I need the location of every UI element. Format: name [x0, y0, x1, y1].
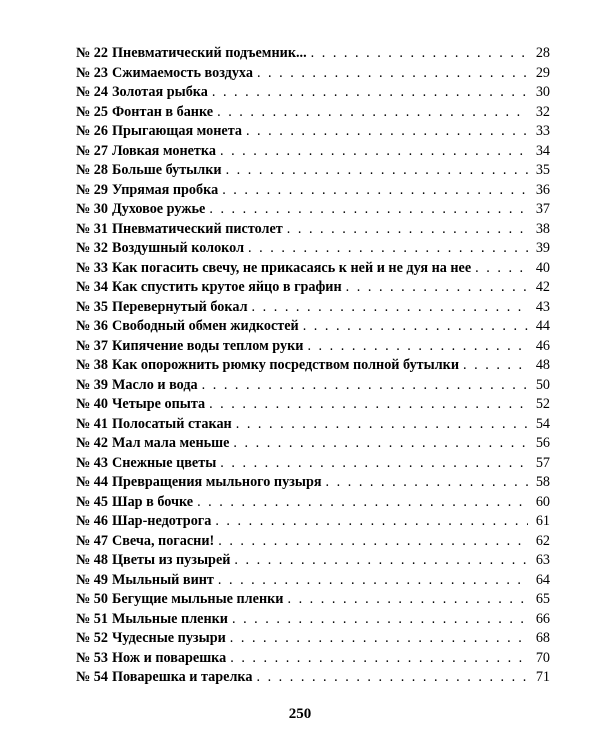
toc-entry-title: Мыльный винт: [112, 571, 214, 588]
toc-dot-leader: [218, 571, 528, 591]
toc-entry: [76, 259, 550, 279]
toc-entry-title: Перевернутый бокал: [112, 298, 248, 315]
toc-entry: [76, 44, 550, 64]
toc-entry: [76, 473, 550, 493]
toc-entry: [76, 551, 550, 571]
toc-dot-leader: [307, 337, 528, 357]
toc-dot-leader: [212, 83, 528, 103]
toc-entry-title: Как спустить крутое яйцо в графин: [112, 279, 342, 295]
toc-entry: [76, 142, 550, 162]
toc-dot-leader: [246, 122, 528, 142]
toc-entry-page: 68: [535, 630, 550, 646]
toc-dot-leader: [252, 298, 528, 318]
toc-entry-page: 32: [535, 103, 550, 120]
toc-entry-number: № 44: [76, 474, 108, 490]
toc-entry: [76, 298, 550, 318]
toc-entry-page: 50: [535, 376, 550, 393]
toc-entry-title: Свободный обмен жидкостей: [112, 318, 299, 334]
toc-entry-number: № 49: [76, 571, 108, 588]
toc-entry-page: 62: [535, 532, 550, 549]
toc-dot-leader: [233, 434, 528, 454]
toc-entry-number: № 35: [76, 298, 108, 315]
toc-dot-leader: [197, 493, 528, 513]
toc-entry-page: 66: [535, 610, 550, 627]
toc-dot-leader: [256, 668, 528, 688]
toc-entry-page: 35: [535, 162, 550, 178]
toc-entry-title: Упрямая пробка: [112, 181, 219, 198]
toc-entry: [76, 317, 550, 337]
table-of-contents: [76, 44, 550, 688]
toc-entry-number: № 53: [76, 649, 108, 666]
toc-entry-number: № 30: [76, 201, 108, 217]
toc-entry-page: 60: [535, 493, 550, 510]
toc-entry: [76, 376, 550, 396]
toc-entry-number: № 39: [76, 376, 108, 393]
toc-entry-number: № 50: [76, 591, 108, 607]
toc-entry: [76, 161, 550, 181]
toc-entry-page: 36: [535, 181, 550, 198]
toc-entry-title: Шар в бочке: [112, 493, 194, 510]
toc-dot-leader: [287, 590, 528, 610]
toc-dot-leader: [257, 64, 528, 84]
toc-entry-title: Полосатый стакан: [112, 415, 232, 432]
toc-entry-title: Пневматический пистолет: [112, 220, 283, 237]
toc-entry-number: № 42: [76, 435, 108, 451]
toc-entry-page: 40: [535, 259, 550, 276]
toc-entry-number: № 37: [76, 337, 108, 354]
toc-entry: [76, 278, 550, 298]
toc-entry-title: Превращения мыльного пузыря: [112, 474, 322, 490]
toc-entry-page: 54: [535, 415, 550, 432]
toc-dot-leader: [217, 103, 528, 123]
toc-entry-page: 44: [535, 318, 550, 334]
toc-entry: [76, 181, 550, 201]
toc-entry-title: Чудесные пузыри: [112, 630, 226, 646]
toc-dot-leader: [230, 629, 528, 649]
toc-entry-number: № 22: [76, 45, 108, 61]
toc-entry-page: 39: [535, 240, 550, 256]
toc-entry-page: 37: [535, 201, 550, 217]
toc-entry: [76, 337, 550, 357]
toc-entry-title: Ловкая монетка: [112, 142, 216, 159]
toc-entry: [76, 83, 550, 103]
toc-entry: [76, 668, 550, 688]
toc-entry: [76, 590, 550, 610]
toc-entry: [76, 434, 550, 454]
toc-entry-title: Духовое ружье: [112, 201, 206, 217]
toc-entry-number: № 25: [76, 103, 108, 120]
toc-dot-leader: [311, 44, 528, 64]
toc-entry: [76, 454, 550, 474]
toc-dot-leader: [248, 239, 528, 259]
toc-entry: [76, 395, 550, 415]
toc-entry-title: Пневматический подъемник...: [112, 45, 307, 61]
toc-entry-number: № 43: [76, 454, 108, 471]
toc-entry: [76, 239, 550, 259]
toc-entry-page: 29: [535, 64, 550, 81]
toc-entry-page: 61: [535, 513, 550, 529]
toc-entry-page: 56: [535, 435, 550, 451]
toc-entry-title: Четыре опыта: [112, 396, 206, 412]
toc-entry-number: № 38: [76, 357, 108, 373]
toc-entry-number: № 29: [76, 181, 108, 198]
toc-entry-title: Мыльные пленки: [112, 610, 228, 627]
toc-entry: [76, 64, 550, 84]
toc-entry-number: № 40: [76, 396, 108, 412]
toc-dot-leader: [215, 512, 528, 532]
toc-dot-leader: [475, 259, 528, 279]
toc-entry-number: № 51: [76, 610, 108, 627]
toc-entry-title: Бегущие мыльные пленки: [112, 591, 284, 607]
toc-entry-page: 65: [535, 591, 550, 607]
toc-entry: [76, 512, 550, 532]
toc-entry-number: № 23: [76, 64, 108, 81]
toc-entry-page: 46: [535, 337, 550, 354]
toc-entry-title: Прыгающая монета: [112, 123, 242, 139]
toc-entry-title: Свеча, погасни!: [112, 532, 215, 549]
toc-dot-leader: [220, 454, 528, 474]
toc-entry-number: № 41: [76, 415, 108, 432]
toc-entry-number: № 33: [76, 259, 108, 276]
toc-entry-page: 30: [535, 84, 550, 100]
toc-entry-page: 57: [535, 454, 550, 471]
toc-entry-number: № 26: [76, 123, 108, 139]
toc-entry: [76, 571, 550, 591]
toc-entry-page: 48: [535, 357, 550, 373]
toc-entry-number: № 47: [76, 532, 108, 549]
toc-entry: [76, 610, 550, 630]
toc-entry-number: № 36: [76, 318, 108, 334]
toc-dot-leader: [463, 356, 528, 376]
toc-dot-leader: [234, 551, 528, 571]
toc-entry-title: Снежные цветы: [112, 454, 217, 471]
toc-entry-number: № 32: [76, 240, 108, 256]
toc-entry-title: Цветы из пузырей: [112, 552, 231, 568]
toc-entry-number: № 45: [76, 493, 108, 510]
toc-entry-page: 64: [535, 571, 550, 588]
toc-entry-number: № 31: [76, 220, 108, 237]
toc-entry-page: 38: [535, 220, 550, 237]
toc-dot-leader: [209, 395, 528, 415]
toc-entry-page: 33: [535, 123, 550, 139]
toc-entry: [76, 629, 550, 649]
toc-entry: [76, 356, 550, 376]
toc-entry-title: Как опорожнить рюмку посредством полной бутылки: [112, 357, 460, 373]
page-number: 250: [288, 706, 312, 722]
toc-dot-leader: [220, 142, 528, 162]
toc-entry-number: № 28: [76, 162, 108, 178]
toc-dot-leader: [218, 532, 528, 552]
toc-dot-leader: [326, 473, 528, 493]
toc-entry-page: 52: [535, 396, 550, 412]
toc-entry: [76, 415, 550, 435]
toc-entry-number: № 27: [76, 142, 108, 159]
toc-entry-number: № 54: [76, 669, 108, 685]
toc-entry-title: Нож и поварешка: [112, 649, 227, 666]
toc-entry-title: Золотая рыбка: [112, 84, 208, 100]
toc-entry: [76, 649, 550, 669]
toc-dot-leader: [232, 610, 528, 630]
toc-entry-title: Сжимаемость воздуха: [112, 64, 253, 81]
toc-dot-leader: [236, 415, 528, 435]
toc-dot-leader: [222, 181, 528, 201]
toc-entry-number: № 52: [76, 630, 108, 646]
toc-entry-page: 42: [535, 279, 550, 295]
toc-entry-title: Мал мала меньше: [112, 435, 230, 451]
toc-dot-leader: [202, 376, 528, 396]
toc-entry-page: 63: [535, 552, 550, 568]
toc-entry-number: № 24: [76, 84, 108, 100]
toc-entry-page: 58: [535, 474, 550, 490]
toc-entry-title: Кипячение воды теплом руки: [112, 337, 304, 354]
toc-dot-leader: [230, 649, 528, 669]
toc-entry-title: Поварешка и тарелка: [112, 669, 253, 685]
toc-entry-page: 28: [535, 45, 550, 61]
toc-entry: [76, 200, 550, 220]
toc-entry-title: Масло и вода: [112, 376, 198, 393]
toc-entry-page: 43: [535, 298, 550, 315]
toc-dot-leader: [346, 278, 528, 298]
toc-dot-leader: [303, 317, 528, 337]
toc-dot-leader: [209, 200, 528, 220]
toc-entry: [76, 493, 550, 513]
toc-entry-title: Больше бутылки: [112, 162, 222, 178]
toc-dot-leader: [226, 161, 528, 181]
toc-entry-number: № 48: [76, 552, 108, 568]
toc-entry: [76, 220, 550, 240]
toc-entry: [76, 532, 550, 552]
toc-entry: [76, 103, 550, 123]
toc-dot-leader: [287, 220, 528, 240]
toc-entry-page: 34: [535, 142, 550, 159]
toc-entry-number: № 46: [76, 513, 108, 529]
toc-entry-number: № 34: [76, 279, 108, 295]
toc-entry-title: Как погасить свечу, не прикасаясь к ней и не дуя на нее: [112, 259, 472, 276]
toc-entry-page: 70: [535, 649, 550, 666]
toc-entry: [76, 122, 550, 142]
toc-entry-title: Воздушный колокол: [112, 240, 245, 256]
toc-entry-title: Фонтан в банке: [112, 103, 214, 120]
toc-entry-title: Шар-недотрога: [112, 513, 212, 529]
toc-entry-page: 71: [535, 669, 550, 685]
